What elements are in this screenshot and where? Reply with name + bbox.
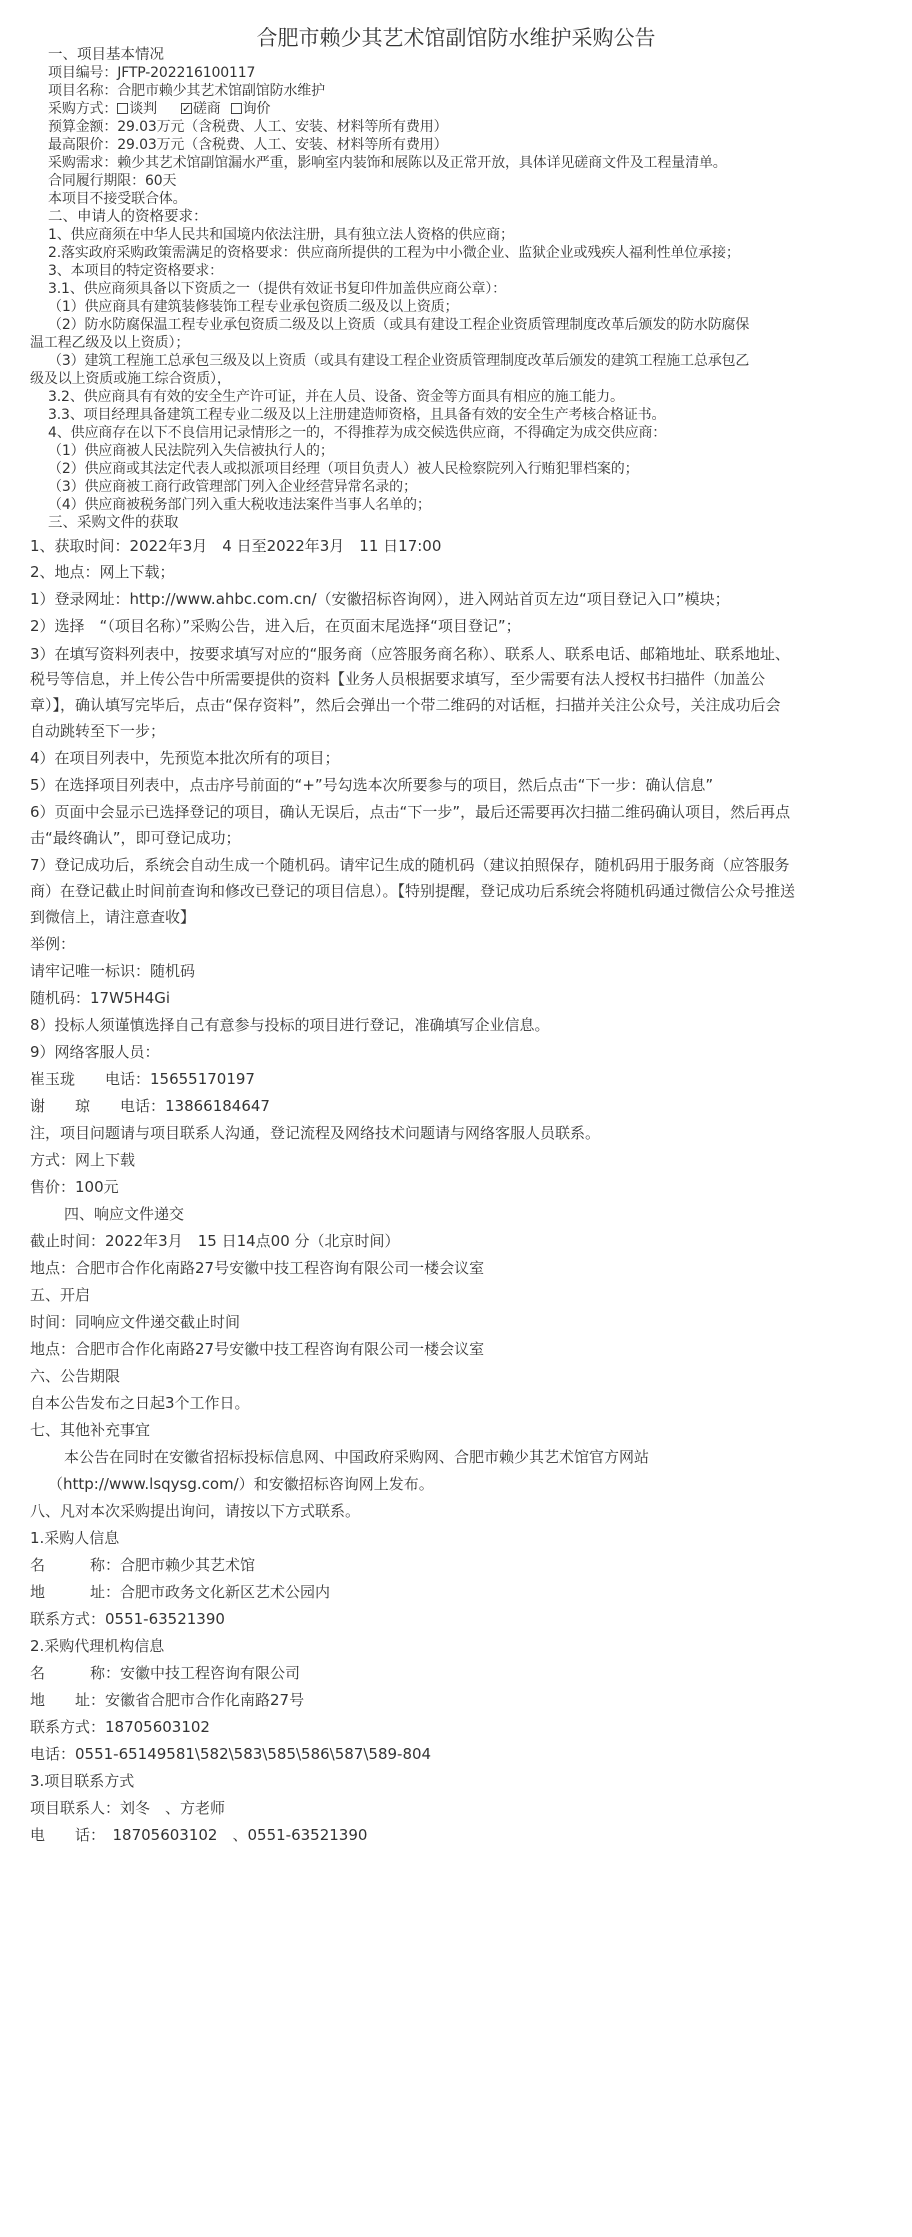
requirement-2: 2.落实政府采购政策需满足的资格要求：供应商所提供的工程为中小微企业、监狱企业或残疾人福利性单位承接； xyxy=(48,245,740,261)
checkbox-negotiation xyxy=(117,103,128,114)
procurement-method xyxy=(48,100,270,118)
project-name: 项目名称：合肥市赖少其艺术馆副馆防水维护 xyxy=(48,83,325,99)
step-6: 6）页面中会显示已选择登记的项目，确认无误后，点击“下一步”，最后还需要再次扫描二维码确认项目，然后再点 xyxy=(30,803,791,821)
submission-place: 地点：合肥市合作化南路27号安徽中技工程咨询有限公司一楼会议室 xyxy=(30,1259,485,1277)
section-heading-supplement: 七、其他补充事宜 xyxy=(30,1421,151,1439)
opening-place: 地点：合肥市合作化南路27号安徽中技工程咨询有限公司一楼会议室 xyxy=(30,1340,485,1358)
max-price: 最高限价：29.03万元（含税费、人工、安装、材料等所有费用） xyxy=(48,137,448,153)
qualification-3: （3）建筑工程施工总承包三级及以上资质（或具有建设工程企业资质管理制度改革后颁发的建筑工程施工总承包乙 xyxy=(48,353,750,369)
bad-credit-3: （3）供应商被工商行政管理部门列入企业经营异常名录的； xyxy=(48,479,417,495)
option-inquiry: 询价 xyxy=(242,101,271,117)
purchaser-name: 名 称：合肥市赖少其艺术馆 xyxy=(30,1556,256,1574)
step-8: 8）投标人须谨慎选择自己有意参与投标的项目进行登记，准确填写企业信息。 xyxy=(30,1016,550,1034)
page-title: 合肥市赖少其艺术馆副馆防水维护采购公告 xyxy=(256,26,656,50)
requirement-3-1: 3.1、供应商须具备以下资质之一（提供有效证书复印件加盖供应商公章）： xyxy=(48,281,507,297)
contract-period: 合同履行期限：60天 xyxy=(48,173,177,189)
agent-address: 地 址：安徽省合肥市合作化南路27号 xyxy=(30,1691,305,1709)
submission-deadline: 截止时间：2022年3月 15 日14点00 分（北京时间） xyxy=(30,1232,400,1250)
step-1: 1）登录网址：http://www.ahbc.com.cn/（安徽招标咨询网），进入网站首页左边“项目登记入口”模块； xyxy=(30,590,730,608)
project-number: 项目编号：JFTP-202216100117 xyxy=(48,65,256,81)
project-contact-phone: 电 话： 18705603102 、0551-63521390 xyxy=(30,1826,368,1844)
purchaser-title: 1.采购人信息 xyxy=(30,1529,120,1547)
requirement-3-3: 3.3、项目经理具备建筑工程专业二级及以上注册建造师资格，且具备有效的安全生产考核合格证书。 xyxy=(48,407,666,423)
step-7-cont-1: 商）在登记截止时间前查询和修改已登记的项目信息）。【特别提醒，登记成功后系统会将随机码通过微信公众号推送 xyxy=(30,882,796,900)
step-6-cont: 击“最终确认”，即可登记成功； xyxy=(30,829,241,847)
document-price: 售价：100元 xyxy=(30,1178,119,1196)
announcement-period: 自本公告发布之日起3个工作日。 xyxy=(30,1394,250,1412)
step-9: 9）网络客服人员： xyxy=(30,1043,160,1061)
support-contact-2: 谢 琼 电话：13866184647 xyxy=(30,1097,270,1115)
supplement-text: 本公告在同时在安徽省招标投标信息网、中国政府采购网、合肥市赖少其艺术馆官方网站 xyxy=(64,1448,650,1466)
step-5: 5）在选择项目列表中，点击序号前面的“+”号勾选本次所要参与的项目，然后点击“下一步：确认信息” xyxy=(30,776,714,794)
support-note: 注，项目问题请与项目联系人沟通，登记流程及网络技术问题请与网络客服人员联系。 xyxy=(30,1124,601,1142)
step-2: 2）选择 “（项目名称）”采购公告，进入后，在页面末尾选择“项目登记”； xyxy=(30,617,521,635)
bad-credit-1: （1）供应商被人民法院列入失信被执行人的； xyxy=(48,443,334,459)
opening-time: 时间：同响应文件递交截止时间 xyxy=(30,1313,241,1331)
bad-credit-2: （2）供应商或其法定代表人或拟派项目经理（项目负责人）被人民检察院列入行贿犯罪档案的； xyxy=(48,461,639,477)
step-7: 7）登记成功后，系统会自动生成一个随机码。请牢记生成的随机码（建议拍照保存，随机码用于服务商（应答服务 xyxy=(30,856,790,874)
agent-title: 2.采购代理机构信息 xyxy=(30,1637,165,1655)
step-4: 4）在项目列表中，先预览本批次所有的项目； xyxy=(30,749,340,767)
step-3-cont-1: 税号等信息，并上传公告中所需要提供的资料【业务人员根据要求填写，至少需要有法人授权书扫描件（加盖公 xyxy=(30,670,766,688)
agent-phone: 电话：0551-65149581\582\583\585\586\587\589-804 xyxy=(30,1745,432,1763)
acquire-place: 2、地点：网上下载； xyxy=(30,563,175,581)
section-heading-opening: 五、开启 xyxy=(30,1286,91,1304)
budget-amount: 预算金额：29.03万元（含税费、人工、安装、材料等所有费用） xyxy=(48,119,448,135)
no-consortium: 本项目不接受联合体。 xyxy=(48,191,187,207)
qualification-2-cont: 温工程乙级及以上资质）； xyxy=(30,335,190,351)
bad-credit-4: （4）供应商被税务部门列入重大税收违法案件当事人名单的； xyxy=(48,497,431,513)
section-heading-documents: 三、采购文件的获取 xyxy=(48,515,179,531)
step-3-cont-2: 章）】，确认填写完毕后，点击“保存资料”，然后会弹出一个带二维码的对话框，扫描并关注公众号，关注成功后会 xyxy=(30,696,781,714)
step-3-cont-3: 自动跳转至下一步； xyxy=(30,722,166,740)
section-heading-qualifications: 二、申请人的资格要求： xyxy=(48,209,208,225)
step-3: 3）在填写资料列表中，按要求填写对应的“服务商（应答服务商名称）、联系人、联系电话、邮箱地址、联系地址、 xyxy=(30,645,790,663)
qualification-2: （2）防水防腐保温工程专业承包资质二级及以上资质（或具有建设工程企业资质管理制度改革后颁发的防水防腐保 xyxy=(48,317,750,333)
agent-name: 名 称：安徽中技工程咨询有限公司 xyxy=(30,1664,301,1682)
procurement-demand: 采购需求：赖少其艺术馆副馆漏水严重，影响室内装饰和展陈以及正常开放，具体详见磋商文件及工程量清单。 xyxy=(48,155,727,171)
purchaser-contact: 联系方式：0551-63521390 xyxy=(30,1610,225,1628)
section-heading-submission: 四、响应文件递交 xyxy=(64,1205,185,1223)
project-contact-person: 项目联系人：刘冬 、方老师 xyxy=(30,1799,226,1817)
requirement-4: 4、供应商存在以下不良信用记录情形之一的，不得推荐为成交候选供应商，不得确定为成交供应商： xyxy=(48,425,667,441)
example-code: 随机码：17W5H4Gi xyxy=(30,989,171,1007)
acquire-time: 1、获取时间：2022年3月 4 日至2022年3月 11 日17:00 xyxy=(30,537,442,555)
qualification-1: （1）供应商具有建筑装修装饰工程专业承包资质二级及以上资质； xyxy=(48,299,459,315)
section-heading-period: 六、公告期限 xyxy=(30,1367,121,1385)
checkbox-inquiry xyxy=(231,103,242,114)
supplement-text-cont: （http://www.lsqysg.com/）和安徽招标咨询网上发布。 xyxy=(48,1475,434,1493)
requirement-1: 1、供应商须在中华人民共和国境内依法注册，具有独立法人资格的供应商； xyxy=(48,227,514,243)
procurement-method-label: 采购方式： xyxy=(48,101,118,117)
project-contact-title: 3.项目联系方式 xyxy=(30,1772,135,1790)
section-heading-basic-info: 一、项目基本情况 xyxy=(48,47,164,63)
purchaser-address: 地 址：合肥市政务文化新区艺术公园内 xyxy=(30,1583,331,1601)
step-7-cont-2: 到微信上，请注意查收】 xyxy=(30,908,196,926)
example-label: 举例： xyxy=(30,935,76,953)
qualification-3-cont: 级及以上资质或施工综合资质）， xyxy=(30,371,231,387)
section-heading-contact: 八、凡对本次采购提出询问，请按以下方式联系。 xyxy=(30,1502,361,1520)
example-note: 请牢记唯一标识：随机码 xyxy=(30,962,196,980)
requirement-3: 3、本项目的特定资格要求： xyxy=(48,263,223,279)
checkbox-consultation-checked xyxy=(181,103,192,114)
agent-contact: 联系方式：18705603102 xyxy=(30,1718,210,1736)
download-mode: 方式：网上下载 xyxy=(30,1151,136,1169)
option-consultation: 磋商 xyxy=(192,101,221,117)
support-contact-1: 崔玉珑 电话：15655170197 xyxy=(30,1070,255,1088)
option-negotiation: 谈判 xyxy=(129,101,157,117)
requirement-3-2: 3.2、供应商具有有效的安全生产许可证，并在人员、设备、资金等方面具有相应的施工能力。 xyxy=(48,389,624,405)
